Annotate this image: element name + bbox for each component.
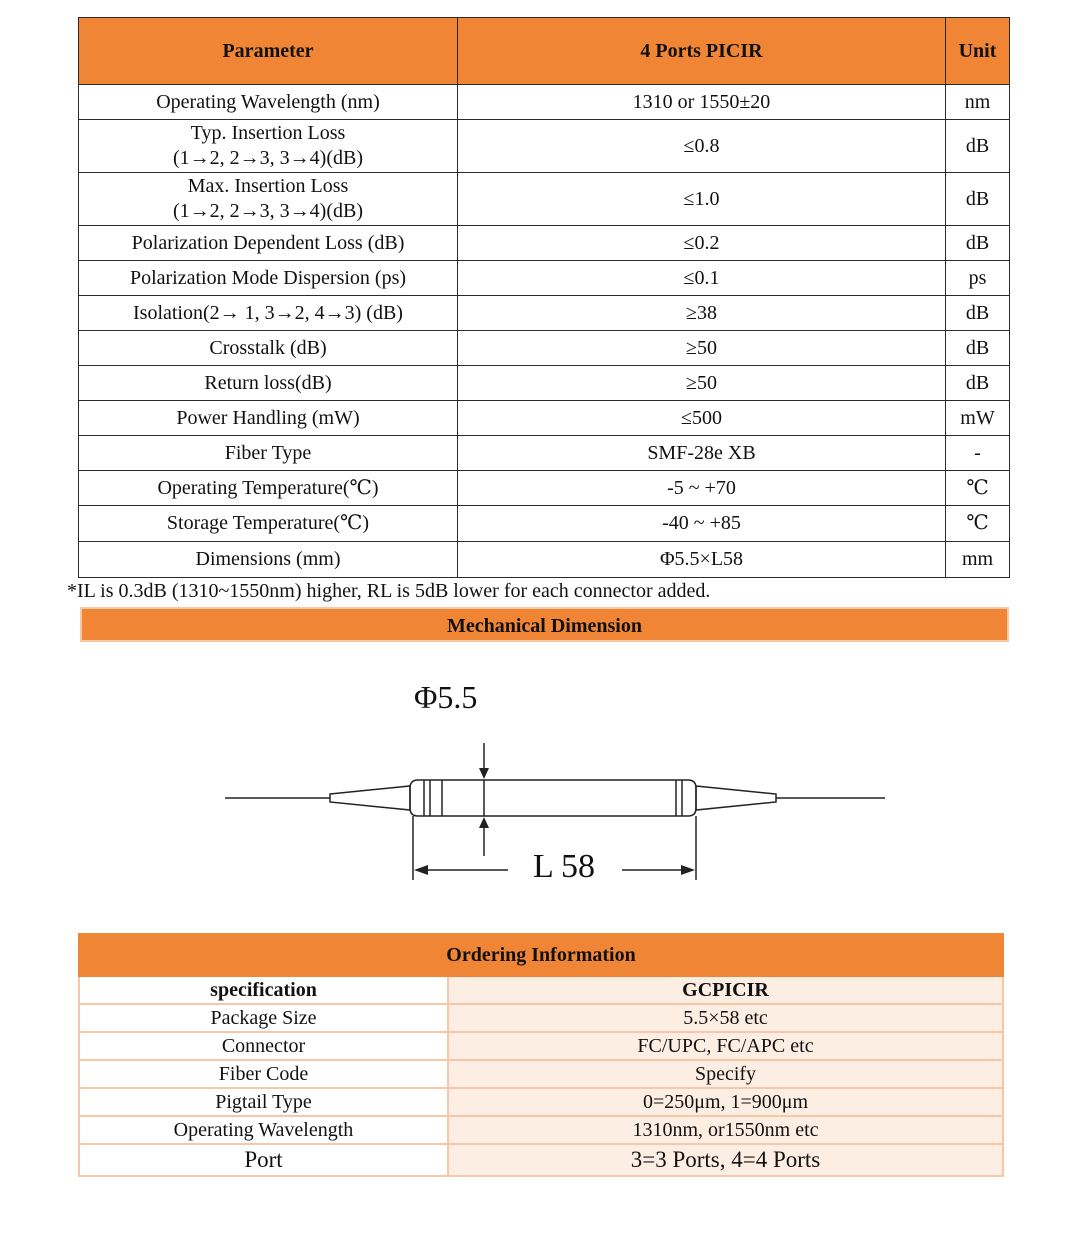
- param-cell: Isolation(2→ 1, 3→2, 4→3) (dB): [79, 296, 458, 331]
- spec-row: [79, 296, 1010, 331]
- spec-value: 3=3 Ports, 4=4 Ports: [448, 1144, 1003, 1176]
- unit-cell: -: [946, 436, 1010, 471]
- value-cell: ≥50: [458, 366, 946, 401]
- unit-cell: dB: [946, 331, 1010, 366]
- param-cell: Dimensions (mm): [79, 542, 458, 578]
- param-cell: Fiber Type: [79, 436, 458, 471]
- spec-value: Specify: [448, 1060, 1003, 1088]
- unit-cell: dB: [946, 226, 1010, 261]
- spec-name: Operating Wavelength: [79, 1116, 448, 1144]
- value-cell: Φ5.5×L58: [458, 542, 946, 578]
- spec-value: 5.5×58 etc: [448, 1004, 1003, 1032]
- ordering-row: [79, 1004, 1003, 1032]
- spec-row: [79, 331, 1010, 366]
- header-product: 4 Ports PICIR: [458, 18, 946, 85]
- mechanical-dimension-header: Mechanical Dimension: [80, 607, 1009, 642]
- column-specification: specification: [79, 976, 448, 1004]
- value-cell: ≤0.2: [458, 226, 946, 261]
- spec-row: [79, 366, 1010, 401]
- spec-value: 0=250μm, 1=900μm: [448, 1088, 1003, 1116]
- value-cell: ≤0.1: [458, 261, 946, 296]
- unit-cell: ℃: [946, 506, 1010, 542]
- spec-header-row: [79, 18, 1010, 85]
- value-cell: ≤0.8: [458, 120, 946, 173]
- spec-row: [79, 506, 1010, 542]
- spec-name: Connector: [79, 1032, 448, 1060]
- spec-row: [79, 120, 1010, 173]
- ordering-row: [79, 1116, 1003, 1144]
- value-cell: 1310 or 1550±20: [458, 85, 946, 120]
- length-label: L 58: [533, 848, 596, 885]
- unit-cell: dB: [946, 120, 1010, 173]
- spec-value: FC/UPC, FC/APC etc: [448, 1032, 1003, 1060]
- ordering-table: [78, 933, 1004, 1177]
- value-cell: -40 ~ +85: [458, 506, 946, 542]
- ordering-row: [79, 1144, 1003, 1176]
- spec-name: Fiber Code: [79, 1060, 448, 1088]
- value-cell: SMF-28e XB: [458, 436, 946, 471]
- unit-cell: nm: [946, 85, 1010, 120]
- length-arrow-left: [414, 865, 428, 875]
- left-boot: [330, 786, 410, 810]
- ordering-row: [79, 1088, 1003, 1116]
- spec-row: [79, 471, 1010, 506]
- unit-cell: ℃: [946, 471, 1010, 506]
- unit-cell: dB: [946, 366, 1010, 401]
- unit-cell: mm: [946, 542, 1010, 578]
- diameter-arrow-bottom: [479, 817, 489, 828]
- param-cell: Operating Wavelength (nm): [79, 85, 458, 120]
- column-model: GCPICIR: [448, 976, 1003, 1004]
- spec-table: [78, 17, 1010, 578]
- ordering-header-row: [79, 976, 1003, 1004]
- spec-row: [79, 85, 1010, 120]
- spec-row: [79, 173, 1010, 226]
- ordering-title: Ordering Information: [79, 934, 1003, 976]
- value-cell: -5 ~ +70: [458, 471, 946, 506]
- unit-cell: dB: [946, 296, 1010, 331]
- spec-row: [79, 401, 1010, 436]
- length-arrow-right: [681, 865, 695, 875]
- spec-name: Pigtail Type: [79, 1088, 448, 1116]
- param-cell: Return loss(dB): [79, 366, 458, 401]
- footnote: *IL is 0.3dB (1310~1550nm) higher, RL is 5dB lower for each connector added.: [67, 580, 711, 602]
- param-cell: Polarization Dependent Loss (dB): [79, 226, 458, 261]
- device-body: [410, 780, 696, 816]
- diameter-label: Φ5.5: [414, 679, 478, 715]
- param-cell: Typ. Insertion Loss (1→2, 2→3, 3→4)(dB): [79, 120, 458, 173]
- value-cell: ≥38: [458, 296, 946, 331]
- param-cell: Operating Temperature(℃): [79, 471, 458, 506]
- value-cell: ≤1.0: [458, 173, 946, 226]
- param-cell: Max. Insertion Loss (1→2, 2→3, 3→4)(dB): [79, 173, 458, 226]
- right-boot: [696, 786, 776, 810]
- header-parameter: Parameter: [79, 18, 458, 85]
- param-cell: Crosstalk (dB): [79, 331, 458, 366]
- spec-name: Package Size: [79, 1004, 448, 1032]
- spec-row: [79, 542, 1010, 578]
- mechanical-drawing: [0, 660, 1085, 900]
- unit-cell: ps: [946, 261, 1010, 296]
- spec-row: [79, 261, 1010, 296]
- ordering-row: [79, 1032, 1003, 1060]
- unit-cell: dB: [946, 173, 1010, 226]
- header-unit: Unit: [946, 18, 1010, 85]
- spec-value: 1310nm, or1550nm etc: [448, 1116, 1003, 1144]
- diameter-arrow-top: [479, 768, 489, 779]
- ordering-row: [79, 1060, 1003, 1088]
- param-cell: Polarization Mode Dispersion (ps): [79, 261, 458, 296]
- value-cell: ≥50: [458, 331, 946, 366]
- unit-cell: mW: [946, 401, 1010, 436]
- spec-row: [79, 436, 1010, 471]
- spec-name: Port: [79, 1144, 448, 1176]
- spec-row: [79, 226, 1010, 261]
- param-cell: Storage Temperature(℃): [79, 506, 458, 542]
- value-cell: ≤500: [458, 401, 946, 436]
- param-cell: Power Handling (mW): [79, 401, 458, 436]
